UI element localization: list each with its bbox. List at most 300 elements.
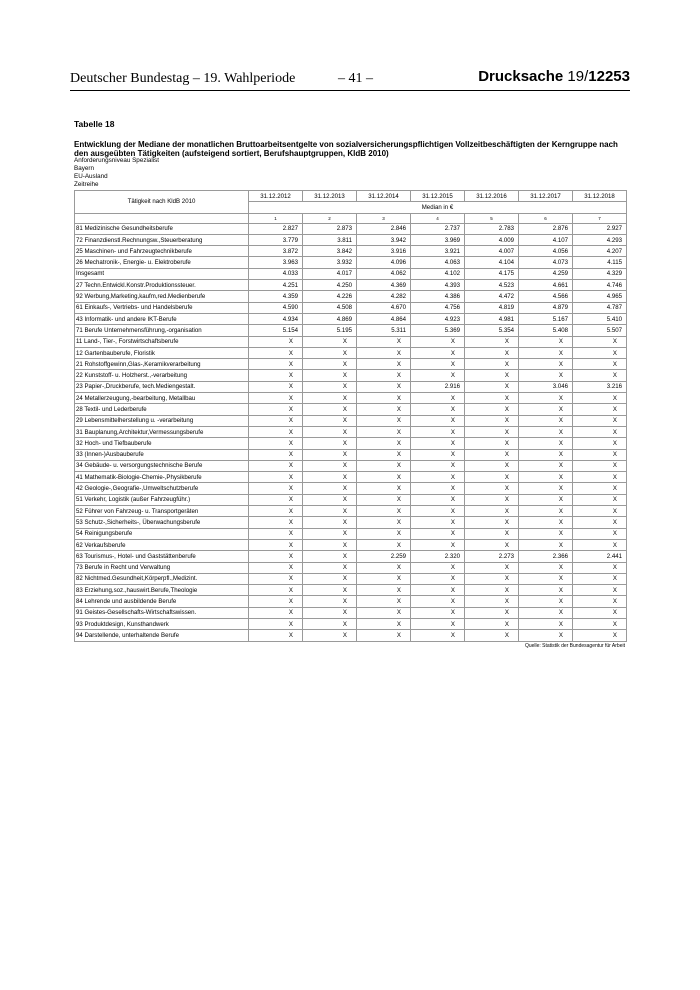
median-value: X — [465, 426, 519, 437]
median-value: X — [465, 359, 519, 370]
table-row — [75, 302, 627, 313]
median-value: X — [303, 551, 357, 562]
median-value: 4.062 — [357, 268, 411, 279]
occupation-name: 93 Produktdesign, Kunsthandwerk — [75, 618, 249, 629]
median-value: X — [357, 415, 411, 426]
table-row — [75, 573, 627, 584]
table-row — [75, 528, 627, 539]
column-number: 7 — [573, 213, 627, 223]
document-number-prefix: 19/ — [567, 68, 589, 85]
median-value: X — [519, 573, 573, 584]
median-value: 5.507 — [573, 325, 627, 336]
median-value: 5.408 — [519, 325, 573, 336]
occupation-name: 43 Informatik- und andere IKT-Berufe — [75, 313, 249, 324]
median-value: 4.756 — [411, 302, 465, 313]
median-value: X — [411, 483, 465, 494]
table-row — [75, 551, 627, 562]
median-value: X — [411, 347, 465, 358]
median-value: X — [249, 359, 303, 370]
median-value: X — [303, 426, 357, 437]
median-value: 2.846 — [357, 223, 411, 234]
median-value: 4.393 — [411, 280, 465, 291]
median-value: X — [357, 596, 411, 607]
median-value: X — [519, 607, 573, 618]
median-value: 4.965 — [573, 291, 627, 302]
median-value: 3.811 — [303, 234, 357, 245]
median-value: X — [519, 494, 573, 505]
median-value: X — [357, 381, 411, 392]
median-value: X — [303, 596, 357, 607]
median-value: X — [573, 336, 627, 347]
median-value: 4.472 — [465, 291, 519, 302]
table-row — [75, 630, 627, 641]
median-value: X — [465, 404, 519, 415]
median-value: X — [357, 539, 411, 550]
date-header: 31.12.2014 — [357, 191, 411, 202]
median-value: X — [519, 539, 573, 550]
page-number: – 41 – — [338, 71, 373, 86]
median-value: X — [465, 336, 519, 347]
median-value: X — [465, 506, 519, 517]
table-row — [75, 483, 627, 494]
column-number: 3 — [357, 213, 411, 223]
median-value: 4.063 — [411, 257, 465, 268]
date-header: 31.12.2015 — [411, 191, 465, 202]
occupation-name: Insgesamt — [75, 268, 249, 279]
median-value: X — [357, 494, 411, 505]
publication-title: Deutscher Bundestag – 19. Wahlperiode — [70, 71, 296, 86]
table-row — [75, 618, 627, 629]
table-row — [75, 438, 627, 449]
occupation-name: 63 Tourismus-, Hotel- und Gaststättenberufe — [75, 551, 249, 562]
median-value: X — [411, 336, 465, 347]
median-value: 4.293 — [573, 234, 627, 245]
median-value: X — [519, 336, 573, 347]
occupation-name: 53 Schutz-,Sicherheits-, Überwachungsberufe — [75, 517, 249, 528]
median-value: X — [249, 539, 303, 550]
occupation-name: 51 Verkehr, Logistik (außer Fahrzeugführ.) — [75, 494, 249, 505]
median-value: 5.154 — [249, 325, 303, 336]
occupation-name: 42 Geologie-,Geografie-,Umweltschutzberufe — [75, 483, 249, 494]
column-number: 6 — [519, 213, 573, 223]
median-value: X — [249, 630, 303, 641]
table-row — [75, 336, 627, 347]
median-value: X — [465, 393, 519, 404]
median-value: X — [303, 607, 357, 618]
meta-line: Anforderungsniveau Spezialist — [74, 157, 160, 164]
median-value: X — [249, 449, 303, 460]
median-value: X — [465, 494, 519, 505]
median-value: X — [519, 347, 573, 358]
median-value: X — [357, 460, 411, 471]
table-row — [75, 517, 627, 528]
unit-label: Median in € — [249, 202, 627, 213]
median-value: X — [249, 506, 303, 517]
column-number: 5 — [465, 213, 519, 223]
header-divider — [70, 90, 630, 91]
occupation-name: 33 (Innen-)Ausbauberufe — [75, 449, 249, 460]
table-row — [75, 280, 627, 291]
date-header: 31.12.2013 — [303, 191, 357, 202]
median-value: X — [465, 472, 519, 483]
document-number — [478, 68, 630, 85]
median-value: X — [465, 585, 519, 596]
table-row — [75, 472, 627, 483]
median-value: X — [357, 618, 411, 629]
median-value: X — [465, 347, 519, 358]
median-value: 2.876 — [519, 223, 573, 234]
median-value: 4.104 — [465, 257, 519, 268]
median-value: 3.842 — [303, 246, 357, 257]
table-row — [75, 562, 627, 573]
occupation-name: 24 Metallerzeugung,-bearbeitung, Metallbau — [75, 393, 249, 404]
median-value: X — [411, 607, 465, 618]
median-value: 4.864 — [357, 313, 411, 324]
median-value: X — [519, 449, 573, 460]
median-value: X — [303, 336, 357, 347]
median-value: X — [573, 460, 627, 471]
table-row — [75, 268, 627, 279]
data-table — [74, 190, 627, 642]
median-value: 5.311 — [357, 325, 411, 336]
table-row — [75, 313, 627, 324]
table-row — [75, 359, 627, 370]
median-value: X — [519, 630, 573, 641]
median-value: X — [411, 460, 465, 471]
median-value: X — [357, 370, 411, 381]
source-note: Quelle: Statistik der Bundesagentur für Arbeit — [524, 643, 625, 649]
median-value: X — [573, 596, 627, 607]
median-value: 3.932 — [303, 257, 357, 268]
median-value: X — [249, 438, 303, 449]
median-value: 2.259 — [357, 551, 411, 562]
median-value: X — [573, 585, 627, 596]
median-value: 3.779 — [249, 234, 303, 245]
median-value: 3.916 — [357, 246, 411, 257]
occupation-name: 92 Werbung,Marketing,kaufm,red.Medienberufe — [75, 291, 249, 302]
median-value: X — [303, 460, 357, 471]
median-value: X — [411, 573, 465, 584]
occupation-name: 22 Kunststoff- u. Holzherst.,-verarbeitung — [75, 370, 249, 381]
median-value: 4.746 — [573, 280, 627, 291]
median-value: X — [573, 494, 627, 505]
median-value: X — [249, 607, 303, 618]
median-value: X — [357, 585, 411, 596]
date-header: 31.12.2012 — [249, 191, 303, 202]
table-body — [75, 223, 627, 641]
median-value: X — [465, 539, 519, 550]
median-value: X — [573, 415, 627, 426]
median-value: X — [573, 517, 627, 528]
date-header: 31.12.2016 — [465, 191, 519, 202]
meta-line: Bayern — [74, 165, 94, 172]
median-value: 4.017 — [303, 268, 357, 279]
median-value: X — [411, 618, 465, 629]
table-row — [75, 347, 627, 358]
median-value: X — [573, 359, 627, 370]
median-value: X — [411, 426, 465, 437]
table-row — [75, 246, 627, 257]
occupation-name: 21 Rohstoffgewinn,Glas-,Keramikverarbeitung — [75, 359, 249, 370]
median-value: X — [249, 494, 303, 505]
median-value: X — [519, 596, 573, 607]
median-value: X — [411, 472, 465, 483]
median-value: 4.879 — [519, 302, 573, 313]
table-row — [75, 370, 627, 381]
column-number: 4 — [411, 213, 465, 223]
median-value: X — [249, 517, 303, 528]
median-value: X — [519, 506, 573, 517]
median-value: X — [519, 370, 573, 381]
median-value: 4.819 — [465, 302, 519, 313]
table-row — [75, 460, 627, 471]
table-row — [75, 381, 627, 392]
median-value: 4.359 — [249, 291, 303, 302]
page-header — [70, 68, 630, 90]
median-value: X — [411, 630, 465, 641]
median-value: 4.386 — [411, 291, 465, 302]
median-value: X — [519, 359, 573, 370]
median-value: 5.354 — [465, 325, 519, 336]
document-label: Drucksache — [478, 68, 564, 85]
median-value: 2.827 — [249, 223, 303, 234]
median-value: X — [411, 562, 465, 573]
median-value: X — [465, 438, 519, 449]
median-value: 4.787 — [573, 302, 627, 313]
table-row — [75, 506, 627, 517]
occupation-name: 91 Geistes-Gesellschafts-Wirtschaftswissen. — [75, 607, 249, 618]
median-value: X — [249, 472, 303, 483]
occupation-name: 25 Maschinen- und Fahrzeugtechnikberufe — [75, 246, 249, 257]
median-value: X — [573, 449, 627, 460]
column-number: 1 — [249, 213, 303, 223]
table-row — [75, 426, 627, 437]
table-row — [75, 585, 627, 596]
median-value: X — [465, 517, 519, 528]
median-value: X — [249, 381, 303, 392]
table-caption: Entwicklung der Mediane der monatlichen Bruttoarbeitsentgelte von sozialversicherungspflichtigen Vollzeitbeschäftigten der Kerngruppe nach den ausgeübten Tätigkeiten (aufsteigend sortiert, Berufshauptgruppen, KldB 2010) — [74, 140, 618, 158]
median-value: X — [519, 483, 573, 494]
median-value: X — [465, 630, 519, 641]
median-value: X — [573, 539, 627, 550]
median-value: X — [303, 562, 357, 573]
occupation-name: 81 Medizinische Gesundheitsberufe — [75, 223, 249, 234]
median-value: 4.282 — [357, 291, 411, 302]
median-value: 4.102 — [411, 268, 465, 279]
median-value: X — [573, 370, 627, 381]
median-value: 4.107 — [519, 234, 573, 245]
median-value: 4.033 — [249, 268, 303, 279]
occupation-name: 41 Mathematik-Biologie-Chemie-,Physikberufe — [75, 472, 249, 483]
median-value: X — [411, 506, 465, 517]
median-value: X — [357, 528, 411, 539]
occupation-name: 52 Führer von Fahrzeug- u. Transportgeräten — [75, 506, 249, 517]
median-value: X — [573, 438, 627, 449]
median-value: X — [357, 359, 411, 370]
median-value: X — [465, 483, 519, 494]
median-value: X — [303, 483, 357, 494]
median-value: X — [357, 393, 411, 404]
median-value: X — [465, 596, 519, 607]
table-row — [75, 393, 627, 404]
median-value: X — [465, 415, 519, 426]
median-value: 2.441 — [573, 551, 627, 562]
occupation-name: 29 Lebensmittelherstellung u. -verarbeitung — [75, 415, 249, 426]
median-value: X — [465, 370, 519, 381]
median-value: X — [573, 426, 627, 437]
median-value: X — [249, 336, 303, 347]
median-value: X — [519, 415, 573, 426]
column-number-blank — [75, 213, 249, 223]
median-value: X — [519, 393, 573, 404]
median-value: X — [303, 472, 357, 483]
median-value: 4.869 — [303, 313, 357, 324]
median-value: 4.934 — [249, 313, 303, 324]
occupation-name: 83 Erziehung,soz.,hauswirt.Berufe,Theologie — [75, 585, 249, 596]
table-row — [75, 596, 627, 607]
median-value: 4.226 — [303, 291, 357, 302]
median-value: X — [249, 426, 303, 437]
occupation-name: 61 Einkaufs-, Vertriebs- und Handelsberufe — [75, 302, 249, 313]
meta-line: Zeitreihe — [74, 181, 99, 188]
median-value: X — [519, 404, 573, 415]
median-value: X — [303, 347, 357, 358]
median-value: X — [249, 585, 303, 596]
median-value: X — [357, 472, 411, 483]
occupation-name: 23 Papier-,Druckberufe, tech.Mediengestalt. — [75, 381, 249, 392]
median-value: X — [573, 404, 627, 415]
median-value: X — [357, 438, 411, 449]
median-value: X — [303, 517, 357, 528]
median-value: X — [357, 426, 411, 437]
median-value: X — [249, 370, 303, 381]
table-row — [75, 223, 627, 234]
median-value: X — [411, 370, 465, 381]
median-value: X — [411, 596, 465, 607]
median-value: X — [357, 404, 411, 415]
median-value: X — [465, 528, 519, 539]
table-row — [75, 257, 627, 268]
median-value: X — [249, 404, 303, 415]
median-value: X — [411, 393, 465, 404]
median-value: 5.410 — [573, 313, 627, 324]
median-value: X — [411, 404, 465, 415]
median-value: 4.661 — [519, 280, 573, 291]
median-value: 4.508 — [303, 302, 357, 313]
table-row — [75, 494, 627, 505]
table-row — [75, 291, 627, 302]
median-value: X — [411, 528, 465, 539]
median-value: 4.007 — [465, 246, 519, 257]
median-value: X — [411, 539, 465, 550]
median-value: 4.251 — [249, 280, 303, 291]
median-value: 2.273 — [465, 551, 519, 562]
median-value: 3.942 — [357, 234, 411, 245]
median-value: 2.737 — [411, 223, 465, 234]
median-value: X — [519, 438, 573, 449]
median-value: 4.329 — [573, 268, 627, 279]
median-value: X — [249, 415, 303, 426]
median-value: X — [357, 449, 411, 460]
table-row — [75, 539, 627, 550]
median-value: 3.872 — [249, 246, 303, 257]
occupation-name: 26 Mechatronik-, Energie- u. Elektroberufe — [75, 257, 249, 268]
document-number-suffix: 12253 — [588, 68, 630, 85]
median-value: X — [357, 336, 411, 347]
median-value: X — [303, 585, 357, 596]
median-value: X — [249, 596, 303, 607]
median-value: X — [519, 472, 573, 483]
median-value: 3.216 — [573, 381, 627, 392]
median-value: X — [303, 630, 357, 641]
median-value: X — [573, 393, 627, 404]
median-value: 4.175 — [465, 268, 519, 279]
median-value: 4.566 — [519, 291, 573, 302]
occupation-name: 72 Finanzdienstl.Rechnungsw.,Steuerberatung — [75, 234, 249, 245]
median-value: X — [519, 460, 573, 471]
median-value: X — [519, 528, 573, 539]
median-value: X — [357, 517, 411, 528]
median-value: 3.046 — [519, 381, 573, 392]
median-value: X — [357, 506, 411, 517]
median-value: X — [573, 506, 627, 517]
median-value: 4.096 — [357, 257, 411, 268]
median-value: 4.369 — [357, 280, 411, 291]
occupation-name: 31 Bauplanung,Architektur,Vermessungsberufe — [75, 426, 249, 437]
median-value: X — [465, 381, 519, 392]
column-number: 2 — [303, 213, 357, 223]
occupation-name: 11 Land-, Tier-, Forstwirtschaftsberufe — [75, 336, 249, 347]
median-value: X — [357, 347, 411, 358]
median-value: X — [465, 618, 519, 629]
median-value: X — [303, 449, 357, 460]
median-value: X — [519, 517, 573, 528]
median-value: X — [465, 607, 519, 618]
median-value: X — [573, 562, 627, 573]
median-value: X — [465, 449, 519, 460]
median-value: X — [465, 573, 519, 584]
median-value: X — [303, 438, 357, 449]
median-value: X — [249, 618, 303, 629]
occupation-name: 94 Darstellende, unterhaltende Berufe — [75, 630, 249, 641]
median-value: X — [573, 573, 627, 584]
median-value: X — [465, 460, 519, 471]
median-value: X — [573, 528, 627, 539]
median-value: X — [303, 528, 357, 539]
median-value: X — [573, 472, 627, 483]
median-value: 5.369 — [411, 325, 465, 336]
median-value: 4.073 — [519, 257, 573, 268]
column-number-row — [75, 213, 627, 223]
median-value: X — [303, 618, 357, 629]
median-value: X — [249, 483, 303, 494]
median-value: 2.320 — [411, 551, 465, 562]
median-value: X — [249, 528, 303, 539]
date-header: 31.12.2017 — [519, 191, 573, 202]
median-value: X — [303, 415, 357, 426]
occupation-name: 28 Textil- und Lederberufe — [75, 404, 249, 415]
meta-line: EU-Ausland — [74, 173, 108, 180]
median-value: X — [303, 506, 357, 517]
median-value: 3.963 — [249, 257, 303, 268]
occupation-name: 62 Verkaufsberufe — [75, 539, 249, 550]
median-value: 4.259 — [519, 268, 573, 279]
median-value: X — [411, 494, 465, 505]
median-value: X — [411, 517, 465, 528]
occupation-name: 54 Reinigungsberufe — [75, 528, 249, 539]
median-value: X — [411, 415, 465, 426]
median-value: X — [303, 573, 357, 584]
